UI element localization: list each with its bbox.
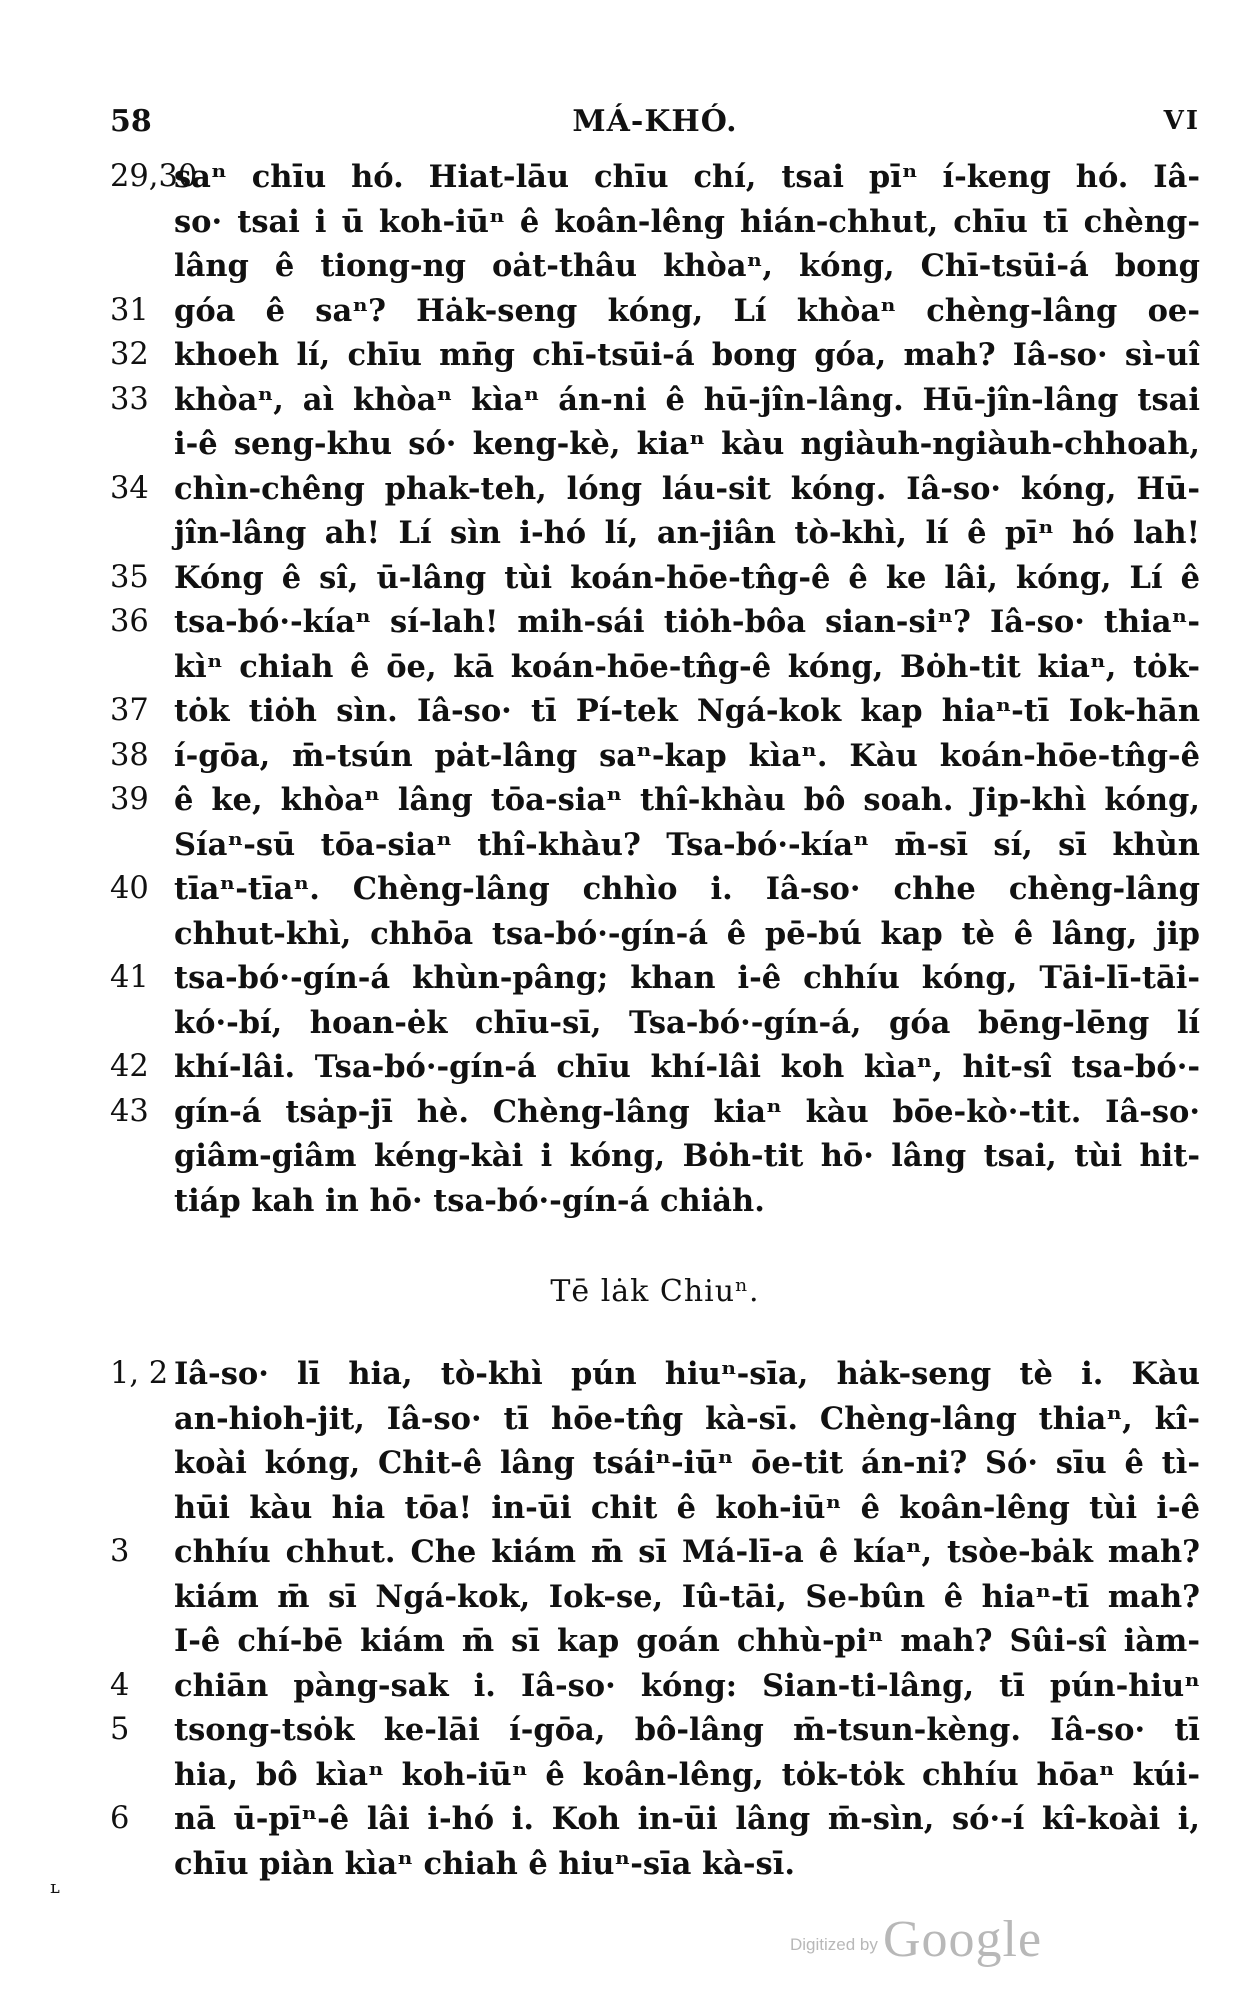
text-line: [110, 1352, 1200, 1397]
text-line: [110, 1486, 1200, 1531]
line-text: khoeh lí, chīu mn̄g chī-tsūi-á bong góa, mah? Iâ-so· sì-uî: [174, 337, 1200, 373]
text-line: [110, 645, 1200, 690]
line-text: hūi kàu hia tōa! in-ūi chit ê koh-iūⁿ ê koân-lêng tùi i-ê: [174, 1489, 1200, 1526]
text-line: [110, 912, 1200, 957]
line-text: i-ê seng-khu só· keng-kè, kiaⁿ kàu ngiàuh-ngiàuh-chhoah,: [174, 426, 1200, 462]
chapter-six-heading: Tē lȧk Chiuⁿ.: [550, 1274, 760, 1309]
verse-number: 29,30: [110, 159, 198, 194]
text-line: [110, 556, 1200, 601]
verse-number: 37: [110, 693, 149, 728]
verse-number: 36: [110, 604, 149, 639]
text-line: [110, 956, 1200, 1001]
line-text: tiáp kah in hō· tsa-bó·-gín-á chiȧh.: [174, 1182, 765, 1219]
text-line: [110, 511, 1200, 556]
line-text: nā ū-pīⁿ-ê lâi i-hó i. Koh in-ūi lâng m̄-sìn, só·-í kî-koài i,: [174, 1801, 1200, 1837]
verse-number: 40: [110, 871, 149, 906]
line-text: koài kóng, Chit-ê lâng tsáiⁿ-iūⁿ ōe-tit án-ni? Só· sīu ê tì-: [174, 1445, 1200, 1481]
text-line: [110, 378, 1200, 423]
running-title: MÁ-KHÓ.: [572, 104, 738, 139]
verse-number: 3: [110, 1534, 130, 1569]
text-line: [110, 1575, 1200, 1620]
text-line: [110, 200, 1200, 245]
text-line: [110, 1441, 1200, 1486]
text-line: [110, 600, 1200, 645]
line-text: góa ê saⁿ? Hȧk-seng kóng, Lí khòaⁿ chèng-lâng oe-: [174, 292, 1200, 329]
line-text: tsa-bó·-gín-á khùn-pâng; khan i-ê chhíu kóng, Tāi-lī-tāi-: [174, 960, 1200, 996]
page-header: [110, 104, 1200, 148]
line-text: khí-lâi. Tsa-bó·-gín-á chīu khí-lâi koh kìaⁿ, hit-sî tsa-bó·-: [174, 1049, 1200, 1085]
watermark-prefix: Digitized by: [790, 1935, 878, 1954]
verse-number: 4: [110, 1667, 130, 1703]
text-line: [110, 1045, 1200, 1090]
verse-number: 39: [110, 782, 149, 817]
line-text: jîn-lâng ah! Lí sìn i-hó lí, an-jiân tò-khì, lí ê pīⁿ hó lah!: [174, 515, 1200, 551]
text-line: [110, 823, 1200, 868]
line-text: ê ke, khòaⁿ lâng tōa-siaⁿ thî-khàu bô soah. Jip-khì kóng,: [174, 782, 1200, 818]
line-text: Kóng ê sî, ū-lâng tùi koán-hōe-tn̂g-ê ê ke lâi, kóng, Lí ê: [174, 559, 1200, 596]
text-line: [110, 734, 1200, 779]
line-text: khòaⁿ, aì khòaⁿ kìaⁿ án-ni ê hū-jîn-lâng. Hū-jîn-lâng tsai: [174, 381, 1200, 418]
text-line: [110, 1134, 1200, 1179]
text-line: [110, 422, 1200, 467]
text-line: [110, 1530, 1200, 1575]
line-text: lâng ê tiong-ng oȧt-thâu khòaⁿ, kóng, Chī-tsūi-á bong: [174, 248, 1200, 284]
verse-number: 5: [110, 1712, 130, 1747]
line-text: tīaⁿ-tīaⁿ. Chèng-lâng chhìo i. Iâ-so· chhe chèng-lâng: [174, 871, 1200, 907]
verse-number: 33: [110, 381, 149, 417]
line-text: Síaⁿ-sū tōa-siaⁿ thî-khàu? Tsa-bó·-kíaⁿ m̄-sī sí, sī khùn: [174, 826, 1200, 863]
text-line: [110, 244, 1200, 289]
verse-number: 32: [110, 337, 149, 372]
line-text: tsong-tsȯk ke-lāi í-gōa, bô-lâng m̄-tsun-kèng. Iâ-so· tī: [174, 1712, 1200, 1748]
verse-number: 1, 2: [110, 1356, 169, 1391]
verse-number: 43: [110, 1093, 149, 1129]
line-text: tȯk tiȯh sìn. Iâ-so· tī Pí-tek Ngá-kok kap hiaⁿ-tī Iok-hān: [174, 693, 1200, 729]
line-text: kó·-bí, hoan-ėk chīu-sī, Tsa-bó·-gín-á, góa bēng-lēng lí: [174, 1004, 1200, 1041]
line-text: chīu piàn kìaⁿ chiah ê hiuⁿ-sīa kà-sī.: [174, 1845, 795, 1882]
line-text: so· tsai i ū koh-iūⁿ ê koân-lêng hián-chhut, chīu tī chèng-: [174, 203, 1200, 240]
text-line: [110, 1179, 1200, 1224]
line-text: tsa-bó·-kíaⁿ sí-lah! mih-sái tiȯh-bôa sian-siⁿ? Iâ-so· thiaⁿ-: [174, 604, 1200, 640]
text-line: [110, 1753, 1200, 1798]
line-text: chìn-chêng phak-teh, lóng láu-sit kóng. Iâ-so· kóng, Hū-: [174, 470, 1200, 507]
text-line: [110, 1708, 1200, 1753]
line-text: hia, bô kìaⁿ koh-iūⁿ ê koân-lêng, tȯk-tȯk chhíu hōaⁿ kúi-: [174, 1756, 1200, 1793]
digitization-watermark: [790, 1910, 1042, 1969]
verse-number: 38: [110, 737, 149, 773]
chapter-numeral: VI: [1163, 106, 1200, 136]
line-text: gín-á tsȧp-jī hè. Chèng-lâng kiaⁿ kàu bōe-kò·-tit. Iâ-so·: [174, 1093, 1200, 1130]
text-line: [110, 1090, 1200, 1135]
line-text: giâm-giâm kéng-kài i kóng, Bȯh-tit hō· lâng tsai, tùi hit-: [174, 1138, 1200, 1174]
text-line: [110, 778, 1200, 823]
line-text: chiān pàng-sak i. Iâ-so· kóng: Sian-ti-lâng, tī pún-hiuⁿ: [174, 1667, 1200, 1704]
text-line: [110, 689, 1200, 734]
text-line: [110, 1797, 1200, 1842]
verse-number: 31: [110, 292, 149, 328]
text-line: [110, 1664, 1200, 1709]
text-line: [110, 289, 1200, 334]
line-text: í-gōa, m̄-tsún pȧt-lâng saⁿ-kap kìaⁿ. Kàu koán-hōe-tn̂g-ê: [174, 737, 1200, 774]
text-line: [110, 1619, 1200, 1664]
line-text: Iâ-so· lī hia, tò-khì pún hiuⁿ-sīa, hȧk-seng tè i. Kàu: [174, 1356, 1200, 1392]
verse-number: 42: [110, 1049, 149, 1084]
line-text: kìⁿ chiah ê ōe, kā koán-hōe-tn̂g-ê kóng, Bȯh-tit kiaⁿ, tȯk-: [174, 648, 1200, 685]
verse-number: 34: [110, 470, 149, 506]
watermark-brand: Google: [882, 1911, 1043, 1968]
verse-number: 35: [110, 559, 149, 595]
text-line: [110, 1842, 1200, 1887]
line-text: chhut-khì, chhōa tsa-bó·-gín-á ê pē-bú kap tè ê lâng, jip: [174, 915, 1200, 952]
verse-number: 41: [110, 960, 149, 995]
line-text: kiám m̄ sī Ngá-kok, Iok-se, Iû-tāi, Se-bûn ê hiaⁿ-tī mah?: [174, 1578, 1200, 1615]
text-line: [110, 333, 1200, 378]
text-line: [110, 467, 1200, 512]
text-line: [110, 1397, 1200, 1442]
line-text: saⁿ chīu hó. Hiat-lāu chīu chí, tsai pīⁿ í-keng hó. Iâ-: [174, 159, 1200, 195]
page-number: 58: [110, 104, 152, 139]
chapter-five-continuation: [110, 155, 1200, 1223]
line-text: chhíu chhut. Che kiám m̄ sī Má-lī-a ê kíaⁿ, tsòe-bȧk mah?: [174, 1534, 1200, 1570]
text-line: [110, 1001, 1200, 1046]
text-line: [110, 867, 1200, 912]
line-text: an-hioh-jit, Iâ-so· tī hōe-tn̂g kà-sī. Chèng-lâng thiaⁿ, kî-: [174, 1400, 1200, 1437]
margin-mark: ʟ: [50, 1877, 60, 1898]
chapter-six-text: [110, 1352, 1200, 1886]
line-text: I-ê chí-bē kiám m̄ sī kap goán chhù-piⁿ mah? Sûi-sî iàm-: [174, 1623, 1200, 1659]
text-line: [110, 155, 1200, 200]
verse-number: 6: [110, 1801, 130, 1836]
